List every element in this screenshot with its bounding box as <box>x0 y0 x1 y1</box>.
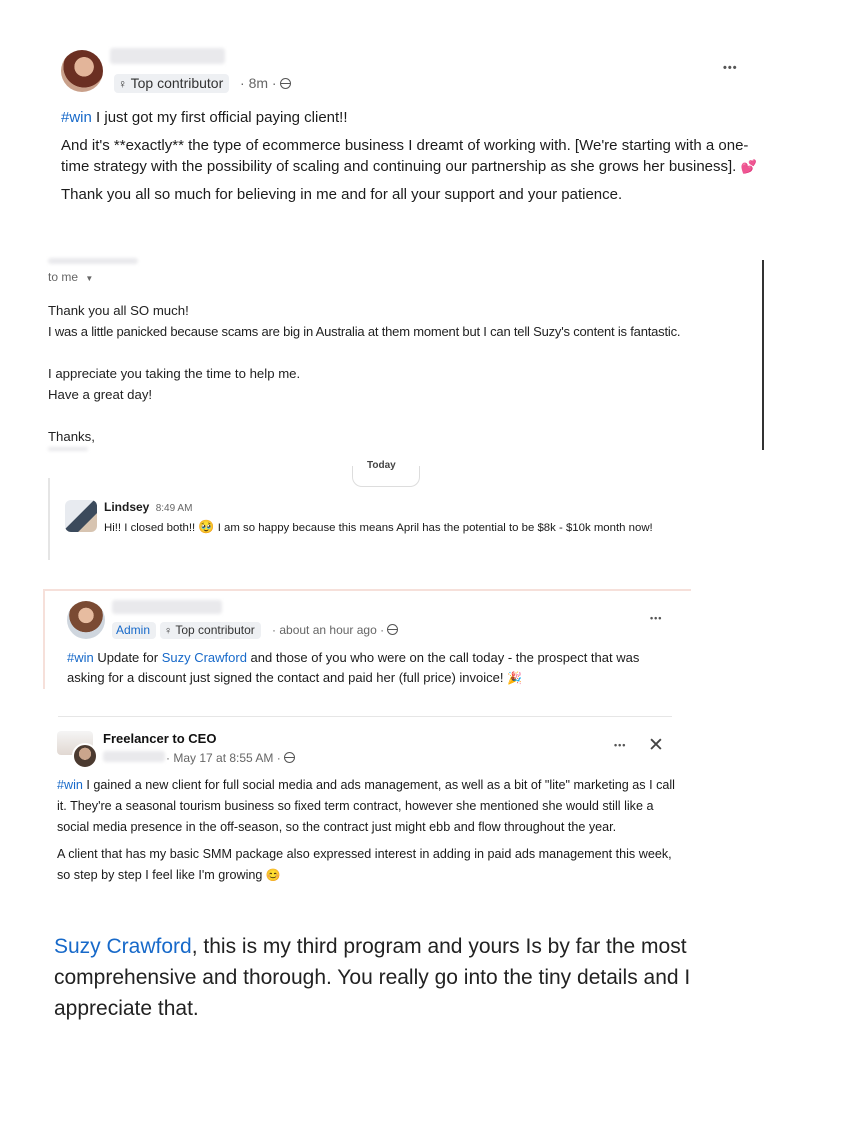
post-time[interactable]: May 17 at 8:55 AM <box>173 751 274 765</box>
mention-suzy-crawford[interactable]: Suzy Crawford <box>161 650 247 665</box>
hashtag-win[interactable]: #win <box>61 109 92 126</box>
testimonial-text: Suzy Crawford, this is my third program and yours Is by far the most comprehensive and thorough. You really go into the tiny details and I appreciate that. <box>54 935 691 1020</box>
post-body: #win Update for Suzy Crawford and those of you who were on the call today - the prospect that was asking for a discount just signed the contact and paid her (full price) invoice! 🎉 <box>67 650 640 685</box>
top-contributor-badge: ♀ Top contributor <box>160 622 261 639</box>
close-icon[interactable]: ✕ <box>648 735 664 756</box>
post-meta: · May 17 at 8:55 AM · <box>166 751 295 765</box>
pleading-face-emoji: 🥹 <box>198 519 215 534</box>
email-body: Thank you all SO much! I was a little panicked because scams are big in Australia at them moment but I can tell Suzy's content is fantastic. I appreciate you taking the time to help me. Have a great day! Thanks, <box>48 303 681 444</box>
award-icon: ♀ <box>164 625 173 637</box>
hashtag-win[interactable]: #win <box>57 778 83 792</box>
party-popper-emoji: 🎉 <box>507 671 523 685</box>
avatar[interactable] <box>67 601 105 639</box>
globe-icon <box>387 624 398 635</box>
hearts-emoji: 💕 <box>740 159 757 174</box>
message-text: Hi!! I closed both!! 🥹 I am so happy because this means April has the potential to be $8k - $10k month now! <box>104 519 653 534</box>
card-border-top <box>43 589 691 591</box>
blurred-author-name <box>110 48 225 64</box>
blurred-signature <box>48 447 88 451</box>
blurred-sender <box>48 258 138 264</box>
blurred-author-name <box>103 751 165 762</box>
group-name[interactable]: Freelancer to CEO <box>103 731 217 746</box>
caret-down-icon: ▼ <box>85 274 94 283</box>
more-options-icon[interactable]: ••• <box>723 62 738 74</box>
admin-badge: Admin <box>112 622 156 639</box>
right-divider <box>762 260 764 450</box>
top-contributor-badge: ♀ Top contributor <box>114 74 229 93</box>
sender-name[interactable]: Lindsey 8:49 AM <box>104 500 193 514</box>
globe-icon <box>280 78 291 89</box>
chat-divider <box>48 478 50 560</box>
smiling-face-emoji: 😊 <box>265 868 281 882</box>
post-meta: · about an hour ago · <box>272 623 398 637</box>
award-icon: ♀ <box>118 77 127 91</box>
avatar[interactable] <box>61 50 103 92</box>
blurred-author-name <box>112 600 222 614</box>
globe-icon <box>284 752 295 763</box>
recipient-dropdown[interactable]: to me ▼ <box>48 270 94 284</box>
post-body: #win I gained a new client for full social media and ads management, as well as a bit of "lite" marketing as I call it. They're a seasonal tourism business so fixed term contract, however she mentioned she would still like a social media presence in the off-season, so the contract just might ebb and flow throughout the year. A client that has my basic SMM package also expressed interest in adding in paid ads management this week, so step by step I feel like I'm growing 😊 <box>57 778 675 882</box>
more-options-icon[interactable]: ••• <box>650 613 663 623</box>
post-body: #win I just got my first official paying client!! And it's **exactly** the type of ecommerce business I dreamt of working with. [We're starting with a one-time strategy with the possibility of scaling and continuing our partnership as she grows her business]. 💕 Thank you all so much for believing in me and for all your support and your patience. <box>61 109 757 203</box>
post-time[interactable]: about an hour ago <box>279 623 377 637</box>
avatar[interactable] <box>72 743 98 769</box>
hashtag-win[interactable]: #win <box>67 650 94 665</box>
post-meta: · 8m · <box>240 75 291 91</box>
divider <box>58 716 672 717</box>
card-border-left <box>43 589 45 689</box>
more-options-icon[interactable]: ••• <box>614 740 627 750</box>
post-time[interactable]: 8m <box>248 75 269 91</box>
day-chip: Today <box>352 466 420 487</box>
avatar[interactable] <box>65 500 97 532</box>
mention-suzy-crawford[interactable]: Suzy Crawford <box>54 935 192 958</box>
